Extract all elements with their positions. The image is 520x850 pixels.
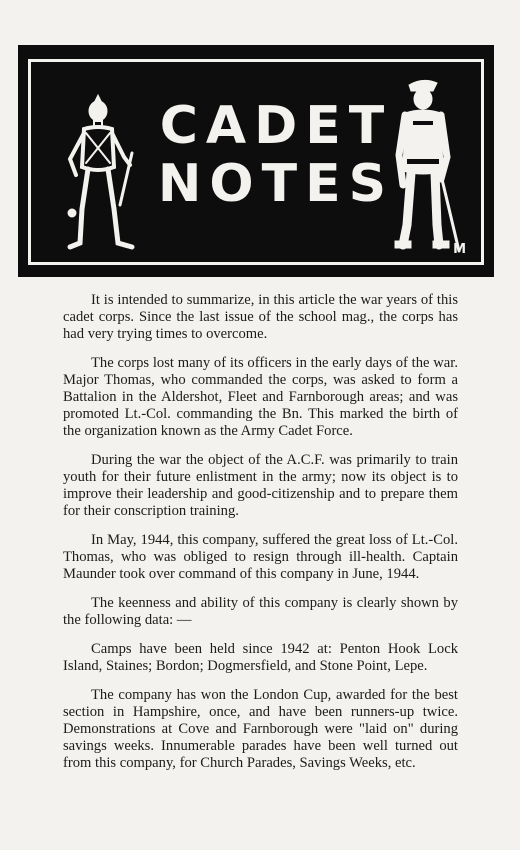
title-cadet: CADET (159, 96, 393, 156)
paragraph: Camps have been held since 1942 at: Penton Hook Lock Island, Staines; Bordon; Dogmersfield, and Stone Point, Lepe. (63, 641, 458, 674)
paragraph: It is intended to summarize, in this article the war years of this cadet corps. Since the last issue of the school mag., the corps has had very trying times to overcome. (63, 292, 458, 342)
article-body (63, 292, 458, 784)
victorian-soldier-icon (58, 93, 148, 253)
banner-title (156, 97, 396, 213)
cadet-notes-banner (18, 45, 494, 277)
artist-monogram: M (453, 242, 466, 257)
paragraph: The company has won the London Cup, awarded for the best section in Hampshire, once, and have been runners-up twice. Demonstrations at Cove and Farnborough were "laid on" during savings weeks. Innumerable parades have been well turned out from this company, for Church Parades, Savings Weeks, etc. (63, 687, 458, 771)
paragraph: The corps lost many of its officers in the early days of the war. Major Thomas, who commanded the corps, was asked to form a Battalion in the Aldershot, Fleet and Farnborough areas; and was promoted Lt.-Col. commanding the Bn. This marked the birth of the organization known as the Army Cadet Force. (63, 355, 458, 439)
paragraph: During the war the object of the A.C.F. was primarily to train youth for their future enlistment in the army; now its object is to improve their leadership and good-citizenship and to prepare them for their conscription training. (63, 452, 458, 519)
paragraph: The keenness and ability of this company is clearly shown by the following data: — (63, 595, 458, 628)
title-notes: NOTES (157, 154, 395, 214)
paragraph: In May, 1944, this company, suffered the great loss of Lt.-Col. Thomas, who was obliged to resign through ill-health. Captain Maunder took over command of this company in June, 1944. (63, 532, 458, 582)
